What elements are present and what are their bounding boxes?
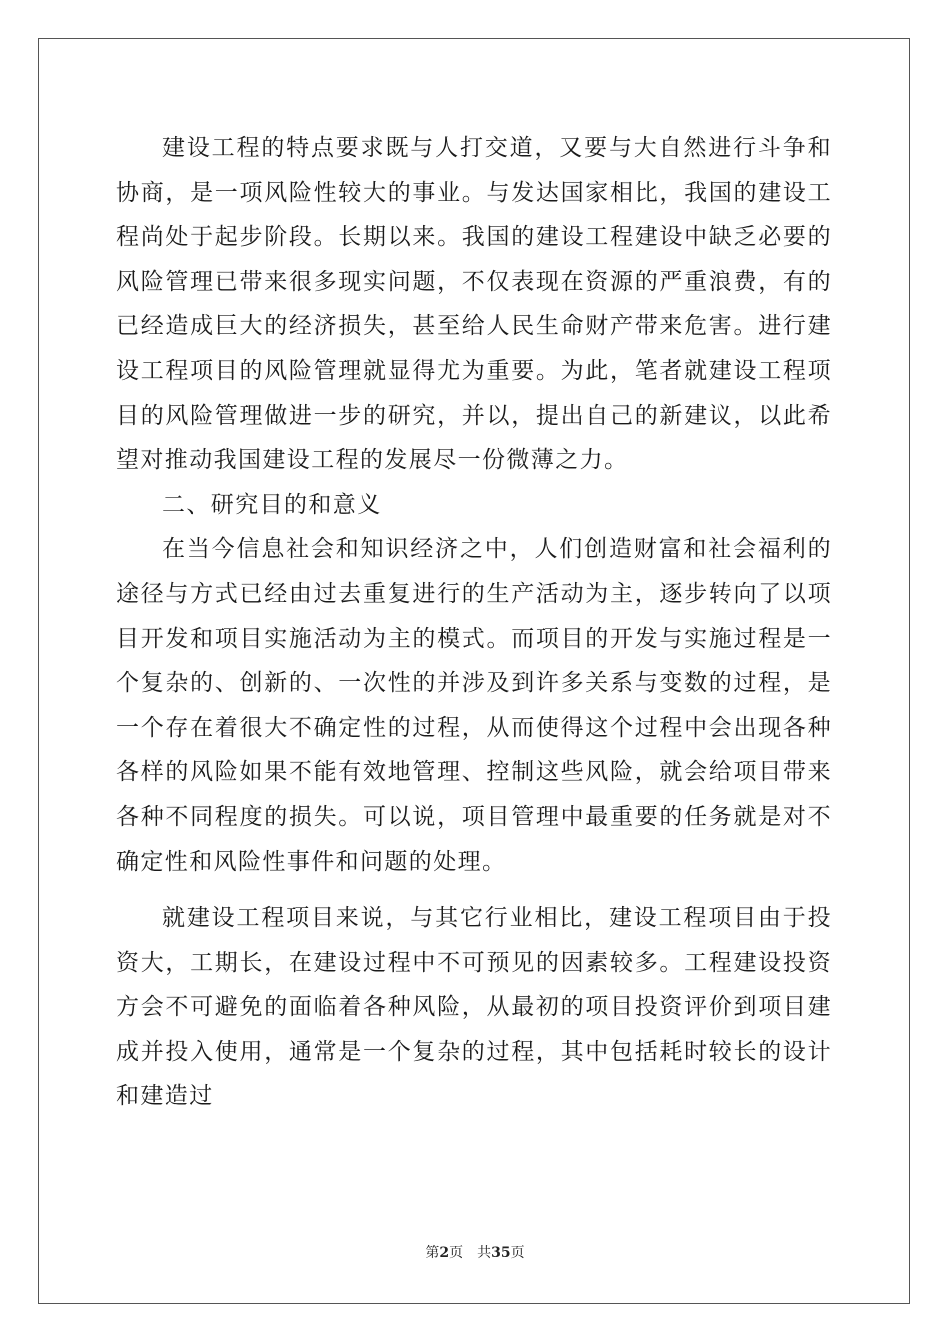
paragraph-construction: 就建设工程项目来说，与其它行业相比，建设工程项目由于投资大，工期长，在建设过程中不可预见的因素较多。工程建设投资方会不可避免的面临着各种风险，从最初的项目投资评价到项目建成并投入使用，通常是一个复杂的过程，其中包括耗时较长的设计和建造过 bbox=[116, 905, 832, 1110]
page-number: 2 bbox=[439, 1245, 450, 1261]
paragraph-gap bbox=[116, 884, 832, 896]
page-suffix: 页 bbox=[449, 1245, 464, 1261]
page-footer bbox=[0, 1242, 950, 1262]
paragraph-intro: 建设工程的特点要求既与人打交道，又要与大自然进行斗争和协商，是一项风险性较大的事业。与发达国家相比，我国的建设工程尚处于起步阶段。长期以来。我国的建设工程建设中缺乏必要的风险管理已带来很多现实问题，不仅表现在资源的严重浪费，有的已经造成巨大的经济损失，甚至给人民生命财产带来危害。进行建设工程项目的风险管理就显得尤为重要。为此，笔者就建设工程项目的风险管理做进一步的研究，并以，提出自己的新建议，以此希望对推动我国建设工程的发展尽一份微薄之力。 bbox=[116, 135, 832, 474]
paragraph-purpose: 在当今信息社会和知识经济之中，人们创造财富和社会福利的途径与方式已经由过去重复进行的生产活动为主，逐步转向了以项目开发和项目实施活动为主的模式。而项目的开发与实施过程是一个复杂的、创新的、一次性的并涉及到许多关系与变数的过程，是一个存在着很大不确定性的过程，从而使得这个过程中会出现各种各样的风险如果不能有效地管理、控制这些风险，就会给项目带来各种不同程度的损失。可以说，项目管理中最重要的任务就是对不确定性和风险性事件和问题的处理。 bbox=[116, 536, 832, 875]
document-body bbox=[116, 126, 832, 1119]
page-prefix: 第 bbox=[425, 1245, 440, 1261]
section-heading: 二、研究目的和意义 bbox=[162, 491, 382, 518]
total-pages: 35 bbox=[491, 1245, 511, 1261]
total-prefix: 共 bbox=[477, 1245, 492, 1261]
total-suffix: 页 bbox=[510, 1245, 525, 1261]
